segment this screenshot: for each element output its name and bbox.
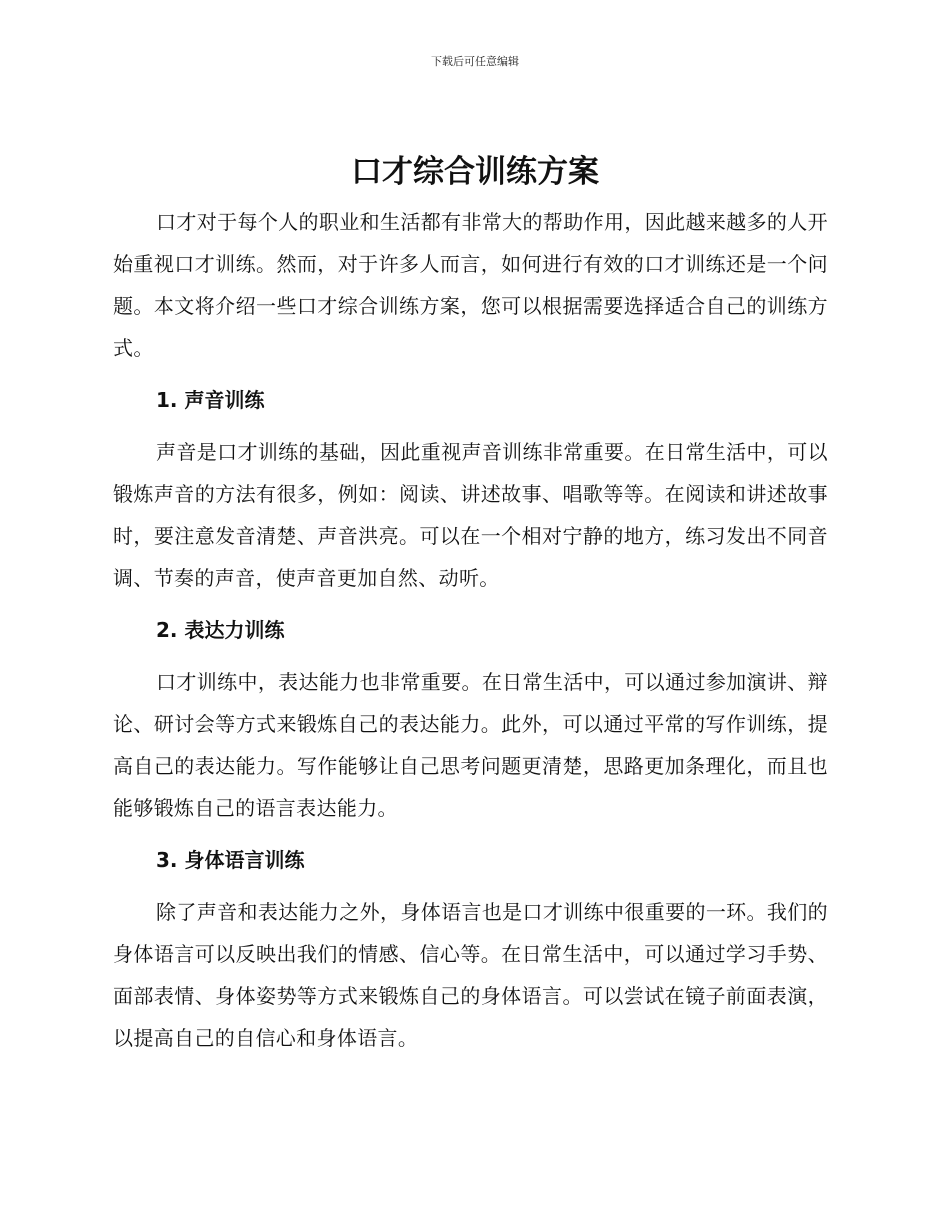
section-body-expression: 口才训练中，表达能力也非常重要。在日常生活中，可以通过参加演讲、辩论、研讨会等方式来锻炼自己的表达能力。此外，可以通过平常的写作训练，提高自己的表达能力。写作能够让自己思考问题更清楚，思路更加条理化，而且也能够锻炼自己的语言表达能力。 [113, 670, 828, 820]
document-body [113, 201, 828, 1059]
section-body-body-language: 除了声音和表达能力之外，身体语言也是口才训练中很重要的一环。我们的身体语言可以反映出我们的情感、信心等。在日常生活中，可以通过学习手势、面部表情、身体姿势等方式来锻炼自己的身体语言。可以尝试在镜子前面表演，以提高自己的自信心和身体语言。 [113, 900, 828, 1050]
header-note: 下载后可任意编辑 [431, 55, 519, 68]
intro-paragraph: 口才对于每个人的职业和生活都有非常大的帮助作用，因此越来越多的人开始重视口才训练。然而，对于许多人而言，如何进行有效的口才训练还是一个问题。本文将介绍一些口才综合训练方案，您可以根据需要选择适合自己的训练方式。 [113, 210, 828, 360]
section-heading-voice: 1. 声音训练 [156, 388, 265, 412]
section-heading-expression: 2. 表达力训练 [156, 618, 285, 642]
section-heading-body-language: 3. 身体语言训练 [156, 848, 305, 872]
document-title: 口才综合训练方案 [351, 154, 599, 190]
section-body-voice: 声音是口才训练的基础，因此重视声音训练非常重要。在日常生活中，可以锻炼声音的方法有很多，例如：阅读、讲述故事、唱歌等等。在阅读和讲述故事时，要注意发音清楚、声音洪亮。可以在一个相对宁静的地方，练习发出不同音调、节奏的声音，使声音更加自然、动听。 [113, 440, 828, 590]
